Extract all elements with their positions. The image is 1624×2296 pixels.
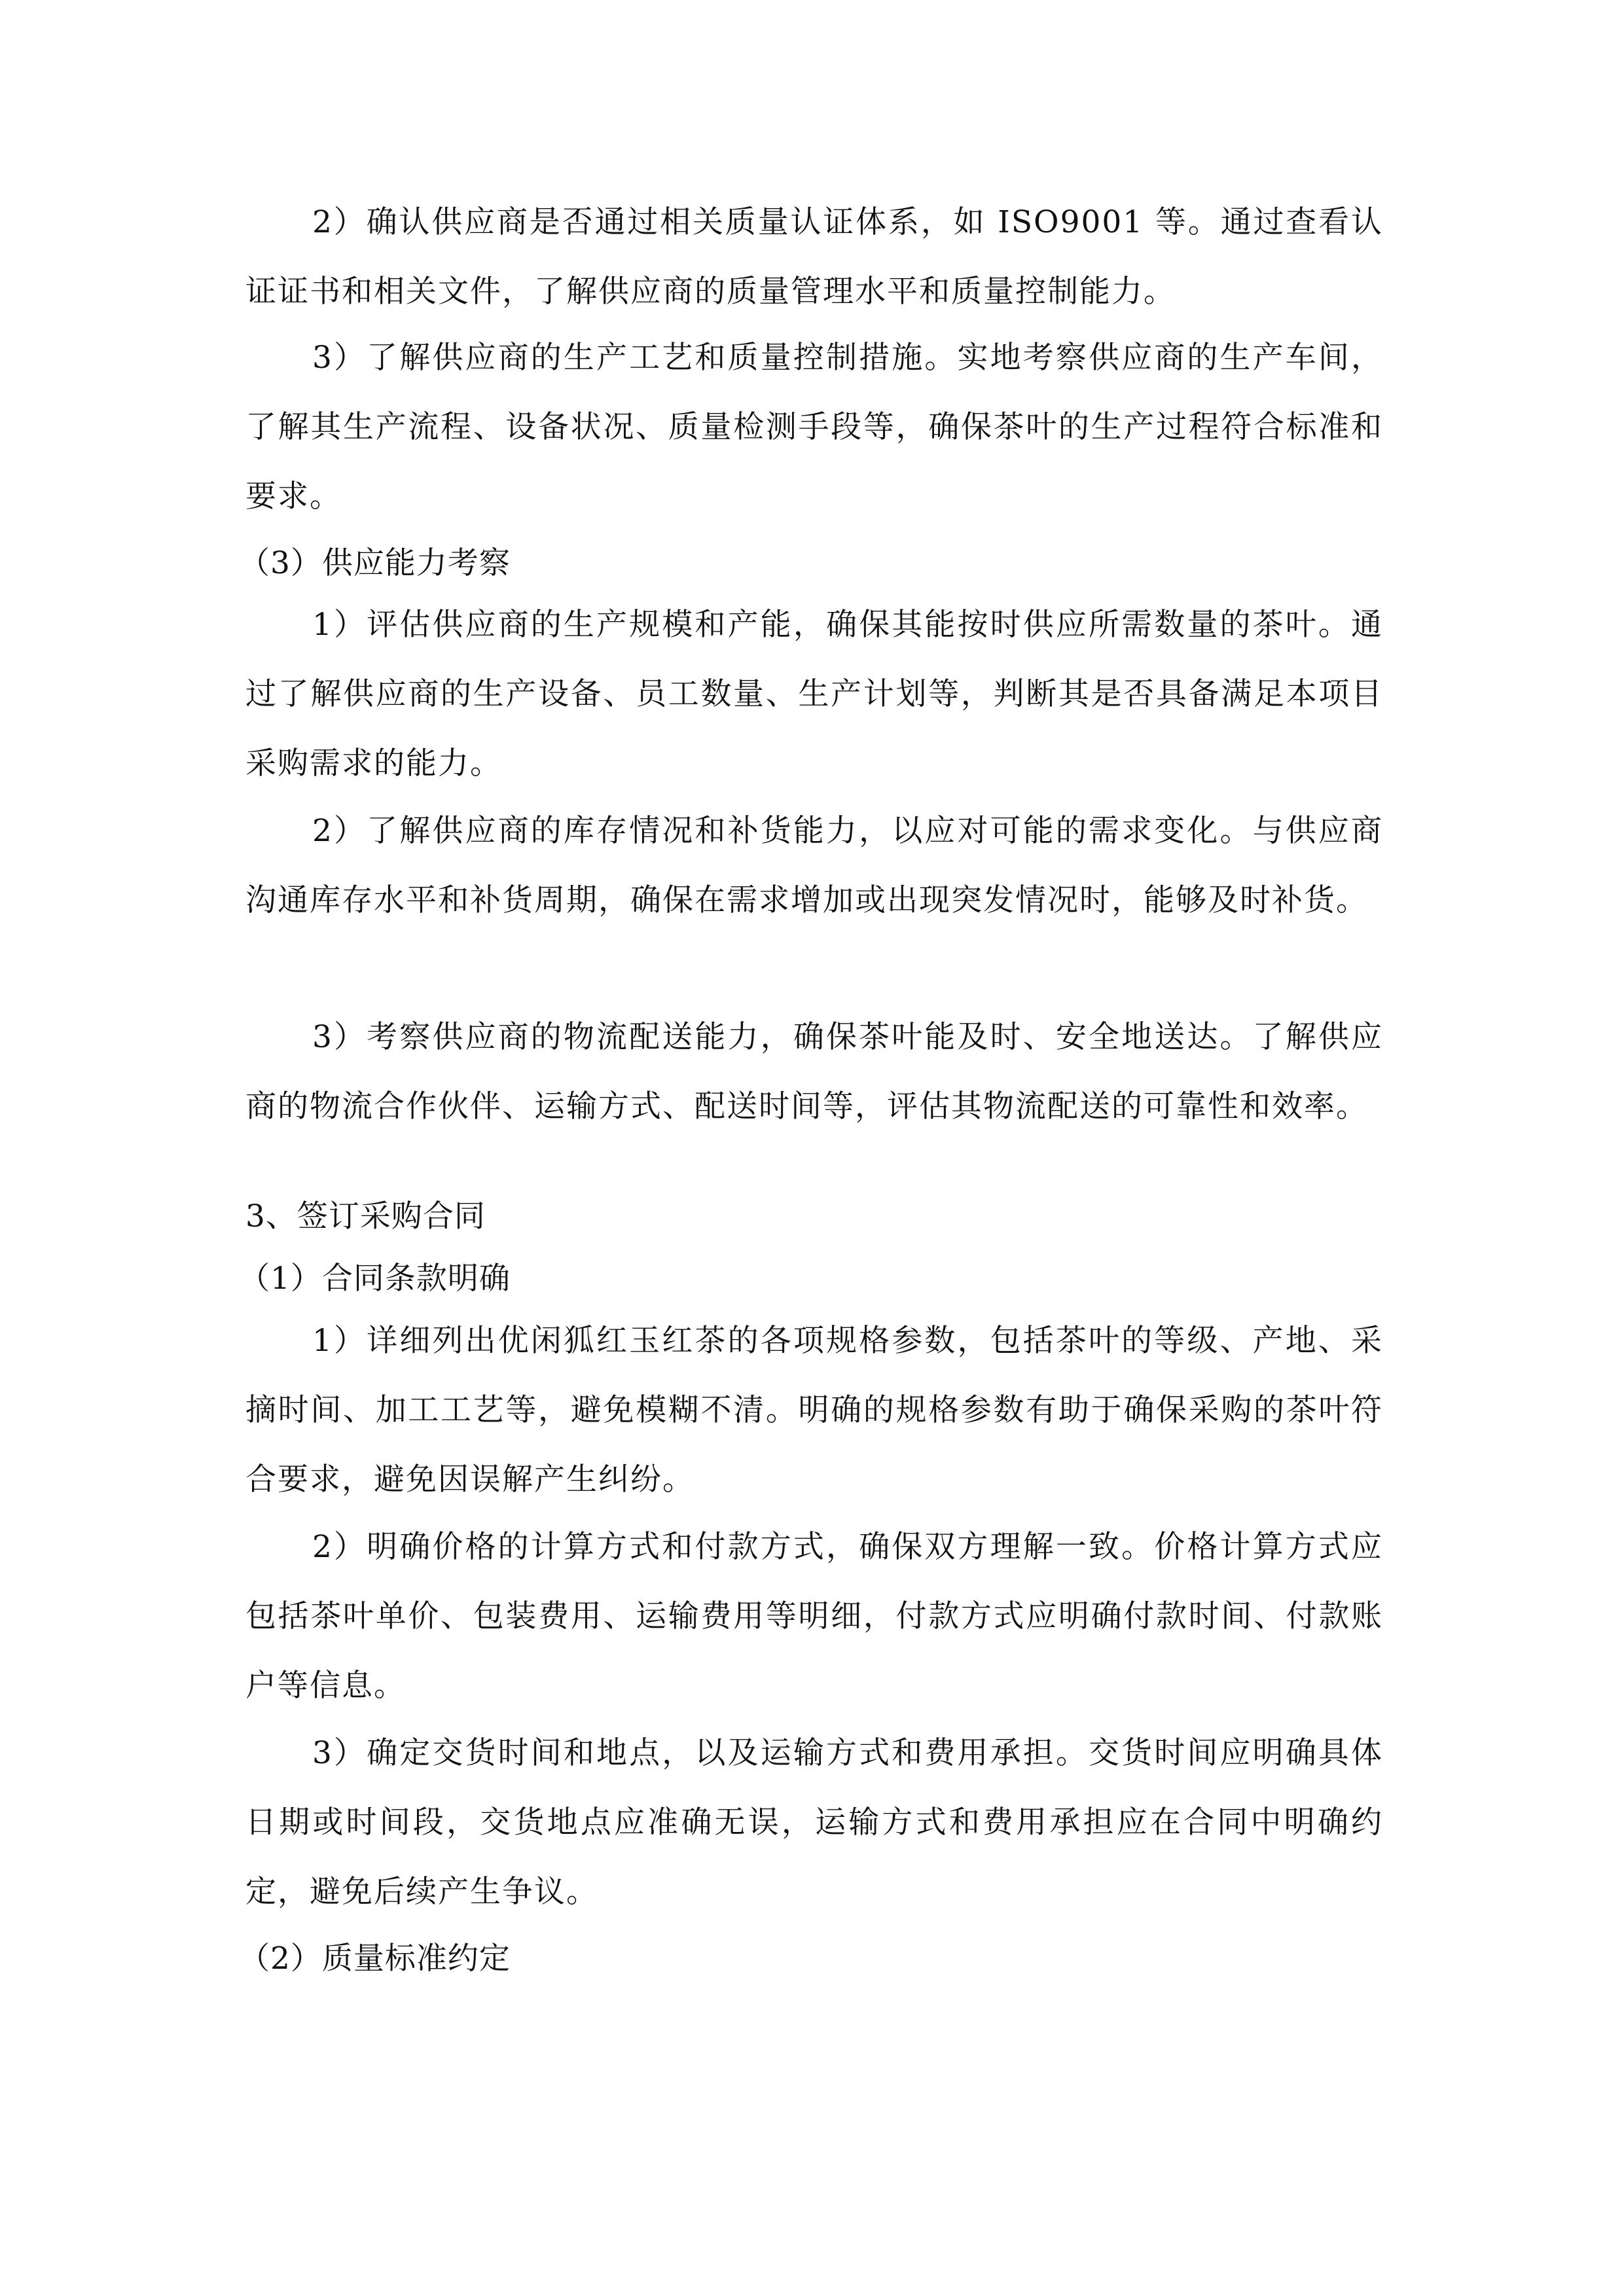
paragraph-production-scale: 1）评估供应商的生产规模和产能，确保其能按时供应所需数量的茶叶。通过了解供应商的生产设备、员工数量、生产计划等，判断其是否具备满足本项目采购需求的能力。	[245, 607, 1383, 781]
paragraph-specifications: 1）详细列出优闲狐红玉红茶的各项规格参数，包括茶叶的等级、产地、采摘时间、加工工艺等，避免模糊不清。明确的规格参数有助于确保采购的茶叶符合要求，避免因误解产生纠纷。	[245, 1323, 1383, 1498]
paragraph-logistics: 3）考察供应商的物流配送能力，确保茶叶能及时、安全地送达。了解供应商的物流合作伙伴、运输方式、配送时间等，评估其物流配送的可靠性和效率。	[245, 1019, 1383, 1124]
paragraph-certification: 2）确认供应商是否通过相关质量认证体系，如 ISO9001 等。通过查看认证证书和相关文件，了解供应商的质量管理水平和质量控制能力。	[245, 204, 1383, 310]
section-heading-supply-capacity: （3）供应能力考察	[239, 545, 511, 581]
section-heading-quality-standard: （2）质量标准约定	[239, 1941, 511, 1977]
paragraph-production-process: 3）了解供应商的生产工艺和质量控制措施。实地考察供应商的生产车间，了解其生产流程、设备状况、质量检测手段等，确保茶叶的生产过程符合标准和要求。	[245, 340, 1383, 514]
paragraph-pricing: 2）明确价格的计算方式和付款方式，确保双方理解一致。价格计算方式应包括茶叶单价、包装费用、运输费用等明细，付款方式应明确付款时间、付款账户等信息。	[245, 1529, 1383, 1704]
section-heading-sign-contract: 3、签订采购合同	[245, 1198, 486, 1234]
paragraph-delivery: 3）确定交货时间和地点，以及运输方式和费用承担。交货时间应明确具体日期或时间段，交货地点应准确无误，运输方式和费用承担应在合同中明确约定，避免后续产生争议。	[245, 1735, 1383, 1910]
section-heading-contract-terms: （1）合同条款明确	[239, 1261, 511, 1297]
paragraph-inventory: 2）了解供应商的库存情况和补货能力，以应对可能的需求变化。与供应商沟通库存水平和补货周期，确保在需求增加或出现突发情况时，能够及时补货。	[245, 813, 1383, 918]
